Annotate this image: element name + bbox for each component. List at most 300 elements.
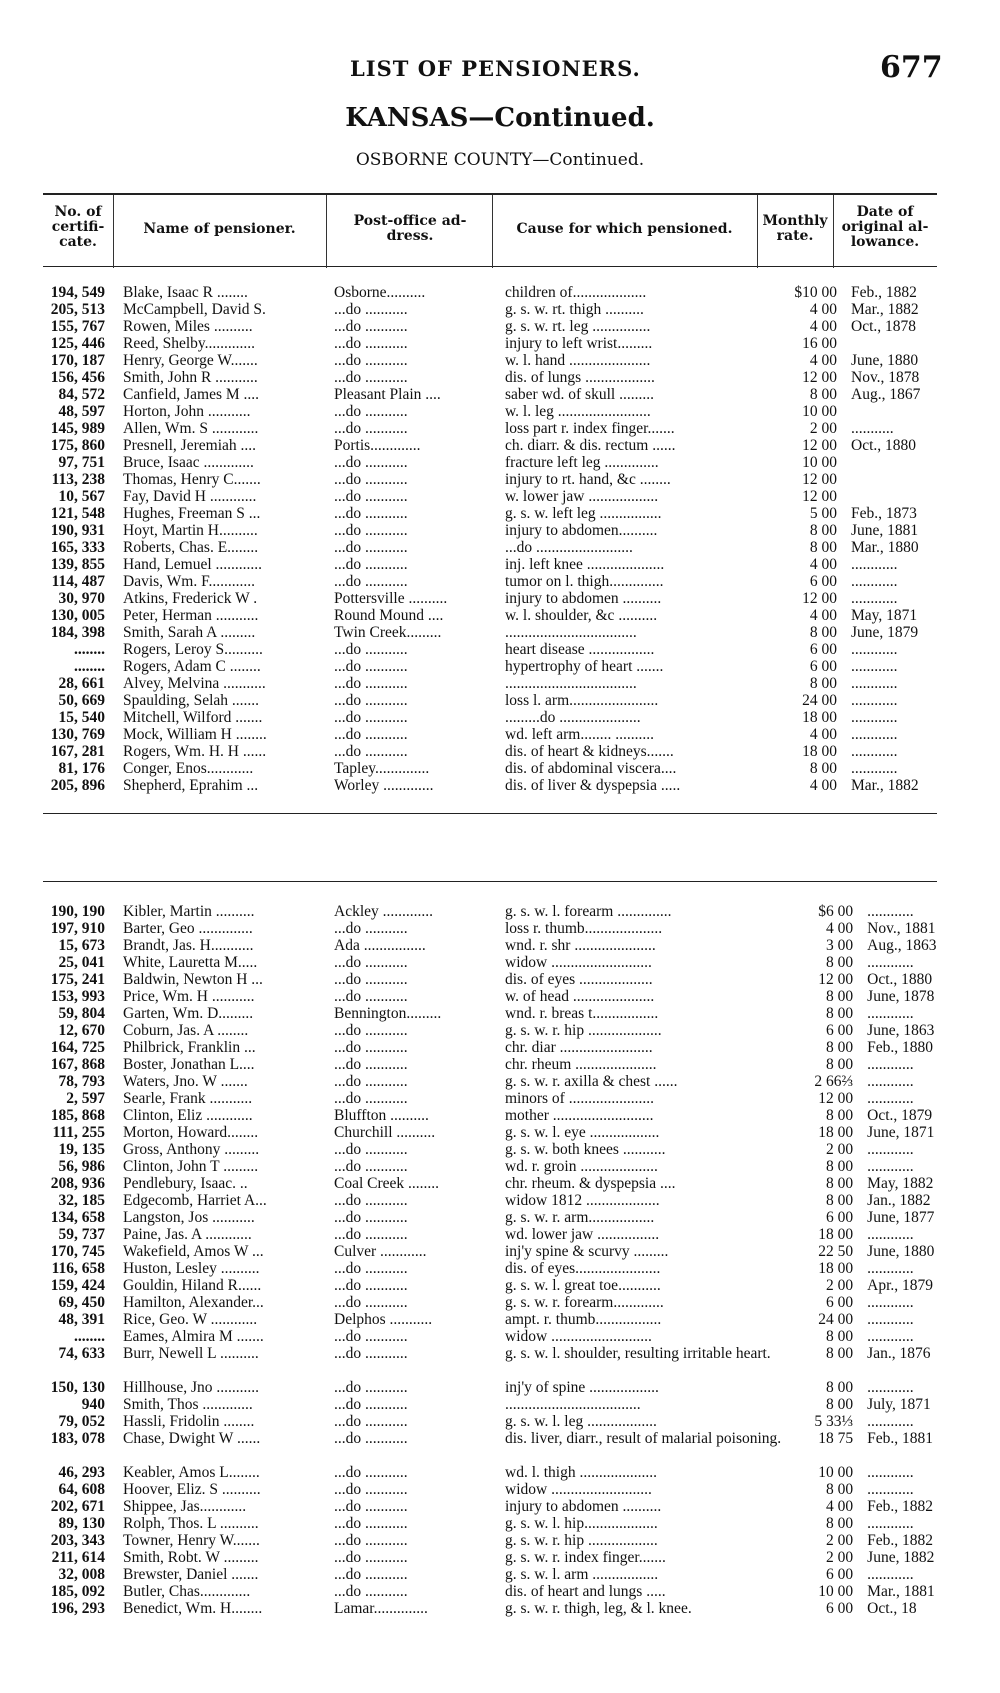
cell-name: Mitchell, Wilford ....... (123, 709, 263, 726)
table-row (43, 1277, 965, 1294)
cell-cause: widow .......................... (505, 1328, 652, 1345)
cell-date: ............ (851, 675, 898, 692)
cell-date (843, 471, 949, 488)
cell-cause: chr. rheum. & dyspepsia .... (505, 1175, 676, 1192)
cell-cert: 194, 549 (50, 284, 105, 301)
cell-date: ............ (851, 641, 898, 658)
cell-post: ...do ........... (334, 1583, 408, 1600)
cell-cert: 185, 868 (50, 1107, 105, 1124)
state-title: KANSAS—Continued. (345, 103, 655, 133)
table-row (43, 1396, 965, 1413)
cell-cert: 170, 745 (50, 1243, 105, 1260)
cell-rate: 8 00 (809, 760, 837, 777)
cell-post: ...do ........... (334, 1396, 408, 1413)
cell-date: ............ (851, 573, 898, 590)
cell-rate: 12 00 (818, 1090, 854, 1107)
cell-cause: wnd. r. breas t................. (505, 1005, 659, 1022)
cell-name: Coburn, Jas. A ........ (123, 1022, 249, 1039)
cell-post: Pottersville .......... (334, 590, 448, 607)
cell-cert: 84, 572 (58, 386, 105, 403)
table-row (43, 692, 949, 709)
cell-rate: 2 00 (826, 1141, 854, 1158)
cell-rate: 6 00 (809, 573, 837, 590)
cell-cause: g. s. w. rt. thigh .......... (505, 301, 644, 318)
cell-post: ...do ........... (334, 641, 408, 658)
cell-post: ...do ........... (334, 1379, 408, 1396)
table-row (43, 1413, 965, 1430)
cell-post: ...do ........... (334, 1328, 408, 1345)
cell-cause: injury to abdomen .......... (505, 590, 662, 607)
cell-rate: $10 00 (794, 284, 837, 301)
cell-cert: 56, 986 (58, 1158, 105, 1175)
cell-name: Conger, Enos............ (123, 760, 254, 777)
cell-cause: mother .......................... (505, 1107, 654, 1124)
cell-rate: 8 00 (826, 1158, 854, 1175)
cell-cause: injury to left wrist......... (505, 335, 653, 352)
table-row (43, 420, 949, 437)
cell-rate: 8 00 (809, 522, 837, 539)
cell-name: Fay, David H ............ (123, 488, 257, 505)
cell-post: ...do ........... (334, 1294, 408, 1311)
cell-name: Burr, Newell L .......... (123, 1345, 259, 1362)
cell-rate: 8 00 (809, 624, 837, 641)
cell-cert: 50, 669 (58, 692, 105, 709)
table-row (43, 709, 949, 726)
cell-date: ............ (867, 1328, 914, 1345)
cell-date: Feb., 1881 (867, 1430, 934, 1447)
table-row (43, 403, 949, 420)
cell-cause: chr. diar ........................ (505, 1039, 653, 1056)
cell-rate: 8 00 (826, 1039, 854, 1056)
cell-name: Hassli, Fridolin ........ (123, 1413, 255, 1430)
cell-date: Nov., 1878 (851, 369, 920, 386)
cell-name: Allen, Wm. S ............ (123, 420, 259, 437)
cell-name: Searle, Frank ........... (123, 1090, 253, 1107)
cell-rate: 10 00 (802, 454, 837, 471)
table-row (43, 1022, 965, 1039)
cell-post: ...do ........... (334, 573, 408, 590)
cell-rate: 6 00 (826, 1022, 854, 1039)
cell-cause: g. s. w. r. hip ................... (505, 1022, 662, 1039)
cell-cause: loss part r. index finger....... (505, 420, 675, 437)
table-row (43, 675, 949, 692)
cell-date: May, 1882 (867, 1175, 934, 1192)
cell-date: Mar., 1882 (851, 777, 919, 794)
cell-post: ...do ........... (334, 1226, 408, 1243)
cell-cause: dis. of abdominal viscera.... (505, 760, 677, 777)
cell-post: ...do ........... (334, 352, 408, 369)
cell-name: White, Lauretta M..... (123, 954, 258, 971)
cell-name: Philbrick, Franklin ... (123, 1039, 256, 1056)
cell-cause: widow .......................... (505, 1481, 652, 1498)
table-row (43, 1430, 965, 1464)
cell-cert: 30, 970 (58, 590, 105, 607)
cell-cert: 111, 255 (52, 1124, 105, 1141)
cell-rate: 2 00 (826, 1277, 854, 1294)
cell-rate: 8 00 (826, 1328, 854, 1345)
table-row (43, 505, 949, 522)
cell-cause: g. s. w. l. leg .................. (505, 1413, 657, 1430)
cell-cert: 203, 343 (50, 1532, 105, 1549)
cell-date: June, 1881 (851, 522, 919, 539)
table-row (43, 624, 949, 641)
cell-date: Oct., 1880 (867, 971, 933, 988)
cell-name: Edgecomb, Harriet A... (123, 1192, 267, 1209)
table-row (43, 1379, 965, 1396)
cell-rate: 2 00 (809, 420, 837, 437)
table-row (43, 1090, 965, 1107)
cell-rate: 12 00 (802, 488, 837, 505)
cell-date: ............ (851, 743, 898, 760)
cell-post: ...do ........... (334, 988, 408, 1005)
cell-rate: 18 00 (818, 1260, 854, 1277)
cell-post: Churchill .......... (334, 1124, 436, 1141)
cell-post: ...do ........... (334, 1141, 408, 1158)
cell-rate: 8 00 (826, 1175, 854, 1192)
table-row (43, 1056, 965, 1073)
cell-post: Ada ................ (334, 937, 426, 954)
cell-name: Huston, Lesley .......... (123, 1260, 260, 1277)
col-divider (326, 195, 327, 268)
cell-post: Twin Creek......... (334, 624, 442, 641)
cell-post: Bluffton .......... (334, 1107, 429, 1124)
cell-cert: 153, 993 (50, 988, 105, 1005)
cell-cert: 165, 333 (50, 539, 105, 556)
cell-name: Hand, Lemuel ............ (123, 556, 263, 573)
cell-cert: 114, 487 (51, 573, 105, 590)
cell-date: Mar., 1880 (851, 539, 919, 556)
cell-date: ............ (867, 1413, 914, 1430)
cell-post: ...do ........... (334, 726, 408, 743)
cell-date: ............ (867, 903, 914, 920)
cell-cause: wd. r. groin .................... (505, 1158, 658, 1175)
cell-date: ............ (867, 954, 914, 971)
cell-date: ............ (851, 692, 898, 709)
cell-rate: 12 00 (802, 369, 837, 386)
cell-cause: g. s. w. r. index finger....... (505, 1549, 666, 1566)
cell-post: ...do ........... (334, 954, 408, 971)
cell-name: Rice, Geo. W ............ (123, 1311, 258, 1328)
col-header-cert: No. of certifi- cate. (51, 204, 105, 250)
table-row (43, 590, 949, 607)
table-row (43, 1345, 965, 1379)
cell-post: ...do ........... (334, 1532, 408, 1549)
cell-date: June, 1877 (867, 1209, 935, 1226)
cell-cause: inj. left knee .................... (505, 556, 665, 573)
cell-post: Lamar.............. (334, 1600, 428, 1617)
cell-post: ...do ........... (334, 556, 408, 573)
cell-cause: g. s. w. rt. leg ............... (505, 318, 651, 335)
cell-rate: $6 00 (818, 903, 854, 920)
cell-cause: inj'y spine & scurvy ......... (505, 1243, 669, 1260)
cell-name: Keabler, Amos L........ (123, 1464, 260, 1481)
cell-rate: 8 00 (826, 1515, 854, 1532)
cell-cause: children of................... (505, 284, 647, 301)
cell-post: ...do ........... (334, 505, 408, 522)
cell-cert: 10, 567 (58, 488, 105, 505)
cell-post: ...do ........... (334, 658, 408, 675)
cell-post: ...do ........... (334, 1413, 408, 1430)
cell-rate: 8 00 (826, 1379, 854, 1396)
cell-name: Garten, Wm. D......... (123, 1005, 254, 1022)
cell-cause: chr. rheum ..................... (505, 1056, 657, 1073)
cell-cause: ................................... (505, 1396, 641, 1413)
cell-name: Butler, Chas............. (123, 1583, 251, 1600)
cell-cause: g. s. w. r. forearm............. (505, 1294, 664, 1311)
cell-rate: 6 00 (826, 1209, 854, 1226)
cell-cause: wd. l. thigh .................... (505, 1464, 657, 1481)
cell-name: Wakefield, Amos W ... (123, 1243, 264, 1260)
cell-date: Feb., 1882 (851, 284, 917, 301)
cell-cert: 202, 671 (50, 1498, 105, 1515)
cell-rate: 8 00 (826, 1396, 854, 1413)
cell-date: June, 1882 (867, 1549, 935, 1566)
cell-date (843, 454, 949, 471)
cell-rate: 5 00 (809, 505, 837, 522)
cell-rate: 3 00 (826, 937, 854, 954)
cell-name: Smith, John R ........... (123, 369, 258, 386)
cell-post: ...do ........... (334, 1566, 408, 1583)
cell-rate: 4 00 (809, 726, 837, 743)
cell-rate: 4 00 (826, 920, 854, 937)
cell-rate: 4 00 (809, 301, 837, 318)
table-row (43, 454, 949, 471)
cell-cert: 79, 052 (58, 1413, 105, 1430)
cell-rate: 12 00 (802, 437, 837, 454)
cell-cert: 184, 398 (50, 624, 105, 641)
cell-rate: 18 00 (818, 1226, 854, 1243)
cell-cert: 116, 658 (51, 1260, 105, 1277)
table-row (43, 556, 949, 573)
cell-name: Benedict, Wm. H........ (123, 1600, 263, 1617)
table-row (43, 1124, 965, 1141)
cell-cert: ........ (74, 641, 105, 658)
cell-name: McCampbell, David S. (123, 301, 266, 318)
table-row (43, 1294, 965, 1311)
table-row (43, 1005, 965, 1022)
cell-name: Blake, Isaac R ........ (123, 284, 248, 301)
table-row (43, 641, 949, 658)
cell-rate: 18 00 (802, 743, 837, 760)
table-row (43, 903, 965, 920)
table-row (43, 1515, 965, 1532)
table-row (43, 760, 949, 777)
table-row (43, 1328, 965, 1345)
cell-rate: 10 00 (818, 1583, 854, 1600)
cell-post: ...do ........... (334, 971, 408, 988)
cell-post: Osborne.......... (334, 284, 426, 301)
cell-cause: injury to abdomen.......... (505, 522, 658, 539)
table-row (43, 1192, 965, 1209)
header-bottom-rule (43, 266, 937, 267)
cell-name: Smith, Thos ............. (123, 1396, 253, 1413)
cell-name: Barter, Geo .............. (123, 920, 253, 937)
table-row (43, 1107, 965, 1124)
table-row (43, 335, 949, 352)
cell-post: ...do ........... (334, 301, 408, 318)
cell-date: Jan., 1876 (867, 1345, 931, 1362)
cell-cause: wd. left arm........ .......... (505, 726, 654, 743)
cell-date: Feb., 1873 (851, 505, 917, 522)
cell-cert: 175, 241 (50, 971, 105, 988)
cell-date: ............ (851, 556, 898, 573)
cell-cert: 32, 008 (58, 1566, 105, 1583)
cell-rate: 6 00 (826, 1566, 854, 1583)
cell-rate: 4 00 (826, 1498, 854, 1515)
cell-cert: 170, 187 (50, 352, 105, 369)
cell-cert: 197, 910 (50, 920, 105, 937)
cell-cert: 28, 661 (58, 675, 105, 692)
cell-cert: 25, 041 (58, 954, 105, 971)
cell-name: Brewster, Daniel ....... (123, 1566, 259, 1583)
cell-post: ...do ........... (334, 335, 408, 352)
cell-post: Worley ............. (334, 777, 434, 794)
cell-name: Waters, Jno. W ....... (123, 1073, 248, 1090)
cell-rate: 8 00 (826, 1481, 854, 1498)
cell-post: ...do ........... (334, 1158, 408, 1175)
cell-date: Feb., 1882 (867, 1532, 934, 1549)
cell-cause: wd. lower jaw ................ (505, 1226, 660, 1243)
cell-cert: 15, 673 (58, 937, 105, 954)
cell-rate: 5 33⅓ (814, 1413, 854, 1430)
cell-cert: 155, 767 (50, 318, 105, 335)
cell-cause: w. lower jaw .................. (505, 488, 659, 505)
table-row (43, 1498, 965, 1515)
table-row (43, 1583, 965, 1600)
cell-name: Boster, Jonathan L.... (123, 1056, 255, 1073)
cell-cert: 121, 548 (50, 505, 105, 522)
cell-cert: 205, 896 (50, 777, 105, 794)
cell-cause: g. s. w. l. great toe........... (505, 1277, 661, 1294)
cell-rate: 6 00 (809, 658, 837, 675)
cell-cert: 81, 176 (58, 760, 105, 777)
cell-name: Clinton, Eliz ............ (123, 1107, 253, 1124)
cell-date: Oct., 1878 (851, 318, 917, 335)
cell-post: ...do ........... (334, 920, 408, 937)
cell-name: Davis, Wm. F............ (123, 573, 255, 590)
cell-date: June, 1879 (851, 624, 919, 641)
col-header-rate: Monthly rate. (762, 213, 828, 244)
cell-cert: 130, 769 (50, 726, 105, 743)
cell-post: ...do ........... (334, 454, 408, 471)
cell-date: Oct., 1880 (851, 437, 917, 454)
cell-rate: 4 00 (809, 556, 837, 573)
cell-name: Roberts, Chas. E........ (123, 539, 259, 556)
table-row (43, 658, 949, 675)
cell-post: Ackley ............. (334, 903, 434, 920)
cell-cert: 69, 450 (58, 1294, 105, 1311)
table-row (43, 1039, 965, 1056)
cell-rate: 8 00 (826, 1107, 854, 1124)
cell-cause: g. s. w. left leg ................ (505, 505, 662, 522)
table-row (43, 1600, 965, 1617)
table-row (43, 539, 949, 556)
cell-date: ............ (851, 709, 898, 726)
cell-cert: 208, 936 (50, 1175, 105, 1192)
cell-rate: 8 00 (809, 386, 837, 403)
cell-name: Morton, Howard........ (123, 1124, 259, 1141)
cell-name: Gouldin, Hiland R...... (123, 1277, 262, 1294)
cell-name: Shepherd, Eprahim ... (123, 777, 259, 794)
cell-cause: w. l. shoulder, &c .......... (505, 607, 658, 624)
cell-date: Mar., 1881 (867, 1583, 935, 1600)
county-heading-osborne: OSBORNE COUNTY—Continued. (355, 150, 645, 170)
cell-name: Hamilton, Alexander... (123, 1294, 264, 1311)
cell-cert: 167, 868 (50, 1056, 105, 1073)
cell-post: ...do ........... (334, 1090, 408, 1107)
cell-post: ...do ........... (334, 403, 408, 420)
cell-date: ............ (867, 1090, 914, 1107)
cell-cause: inj'y of spine .................. (505, 1379, 659, 1396)
cell-date: Feb., 1880 (867, 1039, 934, 1056)
cell-date: June, 1863 (867, 1022, 935, 1039)
table-row (43, 284, 949, 301)
cell-cause: ampt. r. thumb................. (505, 1311, 662, 1328)
cell-cause: widow 1812 ................... (505, 1192, 660, 1209)
cell-post: ...do ........... (334, 1345, 408, 1362)
cell-rate: 12 00 (802, 471, 837, 488)
cell-name: Henry, George W....... (123, 352, 258, 369)
cell-date: July, 1871 (867, 1396, 931, 1413)
cell-cert: 150, 130 (50, 1379, 105, 1396)
cell-name: Gross, Anthony ......... (123, 1141, 260, 1158)
cell-name: Spaulding, Selah ....... (123, 692, 260, 709)
cell-post: ...do ........... (334, 318, 408, 335)
page-header (0, 0, 1000, 90)
cell-name: Kibler, Martin .......... (123, 903, 255, 920)
cell-rate: 8 00 (809, 675, 837, 692)
table-row (43, 937, 965, 954)
cell-cause: minors of ...................... (505, 1090, 654, 1107)
table-row (43, 777, 949, 794)
cell-cause: dis. of heart and lungs ..... (505, 1583, 666, 1600)
cell-name: Reed, Shelby............. (123, 335, 256, 352)
cell-name: Rogers, Wm. H. H ...... (123, 743, 267, 760)
cell-name: Towner, Henry W....... (123, 1532, 260, 1549)
cell-rate: 8 00 (826, 954, 854, 971)
col-header-name: Name of pensioner. (143, 221, 296, 237)
cell-date: June, 1871 (867, 1124, 935, 1141)
cell-cert: ........ (74, 1328, 105, 1345)
cell-cause: injury to rt. hand, &c ........ (505, 471, 671, 488)
cell-name: Horton, John ........... (123, 403, 251, 420)
cell-cause: .........do ..................... (505, 709, 641, 726)
cell-cert: 185, 092 (50, 1583, 105, 1600)
cell-post: Culver ............ (334, 1243, 427, 1260)
cell-cert: ........ (74, 658, 105, 675)
cell-date: June, 1878 (867, 988, 935, 1005)
table-row (43, 1549, 965, 1566)
cell-cause: g. s. w. r. axilla & chest ...... (505, 1073, 678, 1090)
cell-name: Chase, Dwight W ...... (123, 1430, 261, 1447)
cell-post: ...do ........... (334, 1515, 408, 1532)
table-row (43, 1226, 965, 1243)
cell-cause: .................................. (505, 624, 637, 641)
col-header-date: Date of original al- lowance. (841, 204, 929, 250)
cell-post: ...do ........... (334, 1022, 408, 1039)
cell-post: ...do ........... (334, 709, 408, 726)
cell-rate: 12 00 (818, 971, 854, 988)
cell-date: June, 1880 (851, 352, 919, 369)
cell-cause: loss l. arm....................... (505, 692, 659, 709)
col-header-cause: Cause for which pensioned. (516, 221, 733, 237)
cell-cause: tumor on l. thigh.............. (505, 573, 664, 590)
cell-rate: 6 00 (826, 1294, 854, 1311)
table-row (43, 352, 949, 369)
cell-name: Eames, Almira M ....... (123, 1328, 264, 1345)
cell-name: Langston, Jos ........... (123, 1209, 255, 1226)
table-row (43, 1209, 965, 1226)
